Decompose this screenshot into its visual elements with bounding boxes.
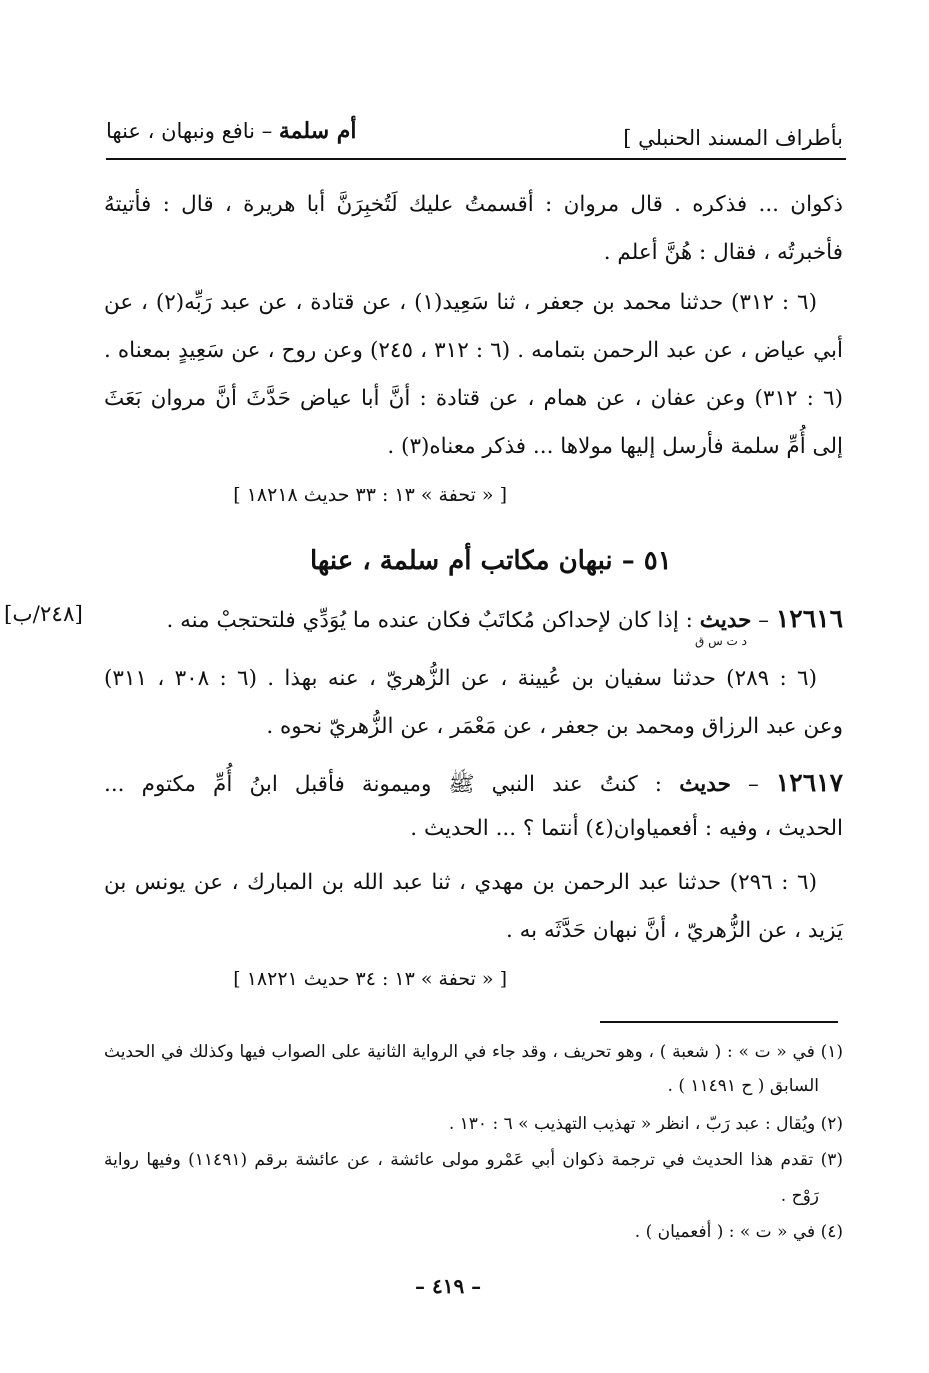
footnote: (٣) تقدم هذا الحديث في ترجمة ذكوان أبي عَمْرو مولى عائشة ، عن عائشة برقم (١١٤٩١) وفيها رواية bbox=[104, 1150, 843, 1170]
isnad-line: إلى أُمِّ سلمة فأرسل إليها مولاها ... فذكر معناه(٣) . bbox=[387, 434, 843, 459]
isnad-line: أبي عياض ، عن عبد الرحمن بتمامه . (٦ : ٣١٢ ، ٢٤٥) وعن روح ، عن سَعِيدٍ بمعناه . bbox=[104, 338, 844, 363]
header-rule bbox=[106, 158, 846, 160]
folio-marker: [٢٤٨/ب] bbox=[4, 602, 83, 627]
isnad-line: يَزيد ، عن الزُّهريّ ، أنَّ نبهان حَدَّثَه به . bbox=[505, 918, 843, 943]
hadith-label: حديث bbox=[679, 772, 731, 797]
hadith-text: : إذا كان لإحداكن مُكاتَبٌ فكان عنده ما يُوَدِّي فلتحتجبْ منه . bbox=[166, 608, 700, 633]
isnad-line: (٦ : ٣١٢) حدثنا محمد بن جعفر ، ثنا سَعِيد(١) ، عن قتادة ، عن عبد رَبِّه(٢) ، عن bbox=[104, 290, 817, 315]
hadith-label: حديث bbox=[699, 608, 752, 633]
hadith-number: ١٢٦١٧ bbox=[775, 768, 844, 797]
footnote: (٤) في « ت » : ( أفعميان ) . bbox=[634, 1222, 843, 1242]
running-header-section-title bbox=[106, 118, 357, 144]
hadith-line bbox=[166, 606, 843, 632]
tuhfa-reference: [ « تحفة » ١٣ : ٣٣ حديث ١٨٢١٨ ] bbox=[233, 484, 507, 506]
footnote-continuation: رَوْح . bbox=[780, 1186, 819, 1206]
body-line: فأخبرتُه ، فقال : هُنَّ أعلم . bbox=[603, 240, 843, 265]
hadith-line bbox=[104, 770, 843, 796]
hadith-dash: – bbox=[730, 772, 776, 797]
footnote: (١) في « ت » : ( شعبة ) ، وهو تحريف ، وقد جاء في الرواية الثانية على الصواب فيها وكذلك في الحديث bbox=[104, 1042, 843, 1062]
body-line: ذكوان ... فذكره . قال مروان : أقسمتُ عليك لَتُخبِرَنَّ أبا هريرة ، قال : فأتيتهُ bbox=[104, 192, 843, 217]
sigla-marks: د ت س ق bbox=[694, 634, 747, 648]
hadith-number: ١٢٦١٦ bbox=[775, 604, 843, 633]
section-heading: ٥١ – نبهان مكاتب أم سلمة ، عنها bbox=[310, 546, 672, 576]
footnote: (٢) ويُقال : عبد رَبّ ، انظر « تهذيب التهذيب » ٦ : ١٣٠ . bbox=[448, 1114, 843, 1134]
page-number: – ٤١٩ – bbox=[415, 1274, 482, 1298]
isnad-line: (٦ : ٢٨٩) حدثنا سفيان بن عُيينة ، عن الزُّهريّ ، عنه بهذا . (٦ : ٣٠٨ ، ٣١١) bbox=[104, 666, 817, 691]
running-header-book-title: بأطراف المسند الحنبلي ] bbox=[623, 126, 843, 150]
isnad-line: وعن عبد الرزاق ومحمد بن جعفر ، عن مَعْمَر ، عن الزُّهريّ نحوه . bbox=[266, 714, 843, 739]
footnote-continuation: السابق ( ح ١١٤٩١ ) . bbox=[667, 1076, 819, 1096]
header-title-rest: – نافع ونبهان ، عنها bbox=[106, 119, 279, 143]
isnad-line: (٦ : ٢٩٦) حدثنا عبد الرحمن بن مهدي ، ثنا عبد الله بن المبارك ، عن يونس بن bbox=[104, 870, 817, 895]
hadith-line: الحديث ، وفيه : أفعمياوان(٤) أنتما ؟ ... الحديث . bbox=[410, 816, 843, 841]
footnote-rule bbox=[600, 1021, 838, 1023]
isnad-line: (٦ : ٣١٢) وعن عفان ، عن همام ، عن قتادة : أنَّ أبا عياض حَدَّثَ أنَّ مروان بَعَثَ bbox=[104, 386, 843, 411]
header-title-bold: أم سلمة bbox=[278, 118, 357, 144]
hadith-text: : كنتُ عند النبي ﷺ وميمونة فأقبل ابنُ أُمِّ مكتوم ... bbox=[104, 772, 680, 797]
tuhfa-reference: [ « تحفة » ١٣ : ٣٤ حديث ١٨٢٢١ ] bbox=[233, 968, 507, 990]
hadith-dash: – bbox=[751, 608, 776, 633]
